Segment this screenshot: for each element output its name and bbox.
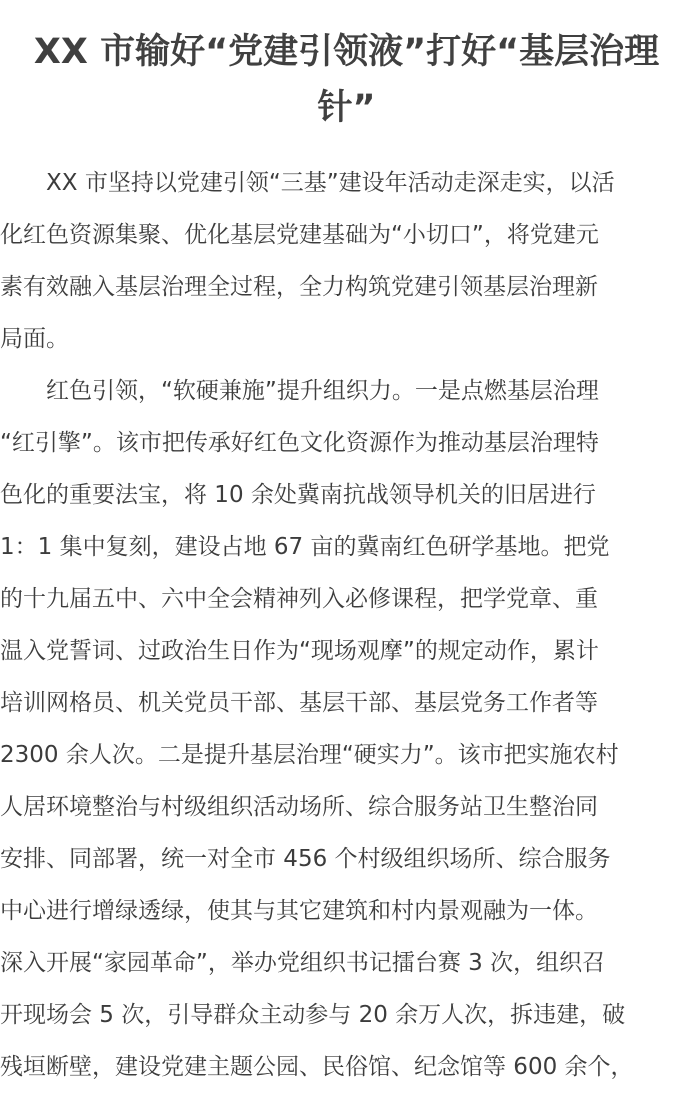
body-line: 1：1 集中复刻，建设占地 67 亩的冀南红色研学基地。把党	[0, 534, 610, 560]
body-line: 深入开展“家园革命”，举办党组织书记擂台赛 3 次，组织召	[0, 950, 606, 976]
body-line: 培训网格员、机关党员干部、基层干部、基层党务工作者等	[0, 690, 598, 716]
title-prefix: XX	[33, 32, 88, 72]
body-line: 开现场会 5 次，引导群众主动参与 20 余万人次，拆违建，破	[0, 1002, 626, 1028]
body-line: 温入党誓词、过政治生日作为“现场观摩”的规定动作，累计	[0, 638, 599, 664]
body-line: 人居环境整治与村级组织活动场所、综合服务站卫生整治同	[0, 794, 598, 820]
body-line: “红引擎”。该市把传承好红色文化资源作为推动基层治理特	[0, 430, 599, 456]
body-line: 化红色资源集聚、优化基层党建基础为“小切口”，将党建元	[0, 222, 599, 248]
body-line: 色化的重要法宝，将 10 余处冀南抗战领导机关的旧居进行	[0, 482, 596, 508]
title-line-2: 针”	[317, 88, 376, 128]
body-line: 局面。	[0, 326, 69, 352]
body-line: 的十九届五中、六中全会精神列入必修课程，把学党章、重	[0, 586, 598, 612]
body-line: 安排、同部署，统一对全市 456 个村级组织场所、综合服务	[0, 846, 611, 872]
body-line: 2300 余人次。二是提升基层治理“硬实力”。该市把实施农村	[0, 742, 619, 768]
body-line: 中心进行增绿透绿，使其与其它建筑和村内景观融为一体。	[0, 898, 598, 924]
body-line: 残垣断壁，建设党建主题公园、民俗馆、纪念馆等 600 余个，	[0, 1054, 634, 1080]
title-line-1	[34, 32, 659, 72]
body-line: 素有效融入基层治理全过程，全力构筑党建引领基层治理新	[0, 274, 598, 300]
body-line: XX 市坚持以党建引领“三基”建设年活动走深走实，以活	[0, 170, 615, 196]
title-line-1-text: 市输好“党建引领液”打好“基层治理	[87, 32, 660, 72]
body-line: 红色引领，“软硬兼施”提升组织力。一是点燃基层治理	[0, 378, 599, 404]
document-title	[0, 24, 693, 136]
